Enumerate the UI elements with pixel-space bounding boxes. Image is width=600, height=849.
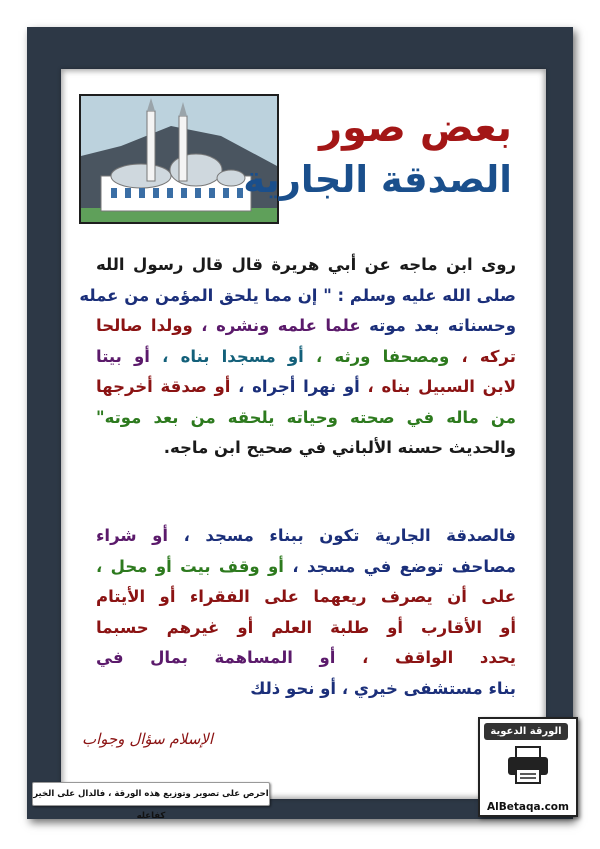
- source-signature: الإسلام سؤال وجواب: [82, 730, 214, 748]
- text-line: [96, 403, 516, 434]
- text-segment: أو نهرا أجراه ،: [230, 377, 360, 396]
- text-segment: ومصحفا ورثه ،: [303, 346, 450, 366]
- text-segment: يحدد الواقف ،: [335, 648, 516, 667]
- text-segment: لابن السبيل بناه ،: [359, 377, 516, 396]
- albetaqa-logo[interactable]: [478, 717, 578, 817]
- logo-title: الورقة الدعوية: [484, 723, 568, 740]
- text-segment: بناء مستشفى خيري ، أو نحو ذلك: [250, 678, 516, 698]
- text-segment: على أن يصرف ريعهما على الفقراء أو الأيتام: [96, 587, 516, 606]
- text-segment: صلى الله عليه وسلم : " إن مما يلحق المؤمن من عمله: [79, 285, 516, 305]
- text-segment: أو المساهمة بمال في: [96, 648, 336, 667]
- text-line: [79, 281, 516, 312]
- text-segment: أو مسجدا بناه ،: [149, 346, 304, 366]
- distribution-notice: احرص على تصوير وتوزيع هذه الورقة ، فالدال على الخير كفاعله: [32, 782, 270, 806]
- text-segment: أو الأقارب أو طلبة العلم أو غيرهم حسبما: [96, 617, 516, 637]
- text-line: [96, 342, 516, 373]
- text-segment: روى ابن ماجه عن أبي هريرة قال قال رسول الله: [96, 255, 516, 274]
- text-line: [96, 552, 516, 583]
- text-line: [96, 521, 516, 552]
- text-segment: وولدا صالحا: [96, 316, 193, 335]
- text-segment: تركه ،: [449, 346, 516, 366]
- text-line: [96, 674, 516, 705]
- text-segment: علما علمه ونشره ،: [192, 316, 370, 335]
- text-line: [96, 582, 516, 613]
- page-title-line1: بعض صور: [319, 105, 512, 151]
- text-segment: والحديث حسنه الألباني في صحيح ابن ماجه.: [163, 438, 516, 457]
- text-line: [96, 311, 516, 342]
- logo-site: AlBetaqa.com: [487, 801, 569, 813]
- text-line: [96, 372, 516, 403]
- text-segment: وحسناته بعد موته: [369, 316, 516, 335]
- page-title-line2: الصدقة الجارية: [243, 158, 512, 201]
- text-segment: أو وقف بيت أو محل ،: [96, 556, 284, 576]
- text-segment: فالصدقة الجارية تكون ببناء مسجد ،: [168, 526, 516, 545]
- text-segment: أو بيتا: [96, 346, 150, 366]
- text-line: [96, 433, 516, 464]
- text-line: [96, 643, 516, 674]
- hadith-paragraph: [79, 250, 516, 464]
- text-line: [96, 250, 516, 281]
- text-segment: مصاحف توضع في مسجد ،: [283, 556, 516, 576]
- printer-icon: [506, 745, 550, 785]
- explanation-paragraph: [96, 521, 516, 704]
- text-segment: أو شراء: [96, 526, 169, 545]
- text-segment: من ماله في صحته وحياته يلحقه من بعد موته": [96, 407, 516, 427]
- text-line: [96, 613, 516, 644]
- text-segment: أو صدقة أخرجها: [96, 377, 231, 396]
